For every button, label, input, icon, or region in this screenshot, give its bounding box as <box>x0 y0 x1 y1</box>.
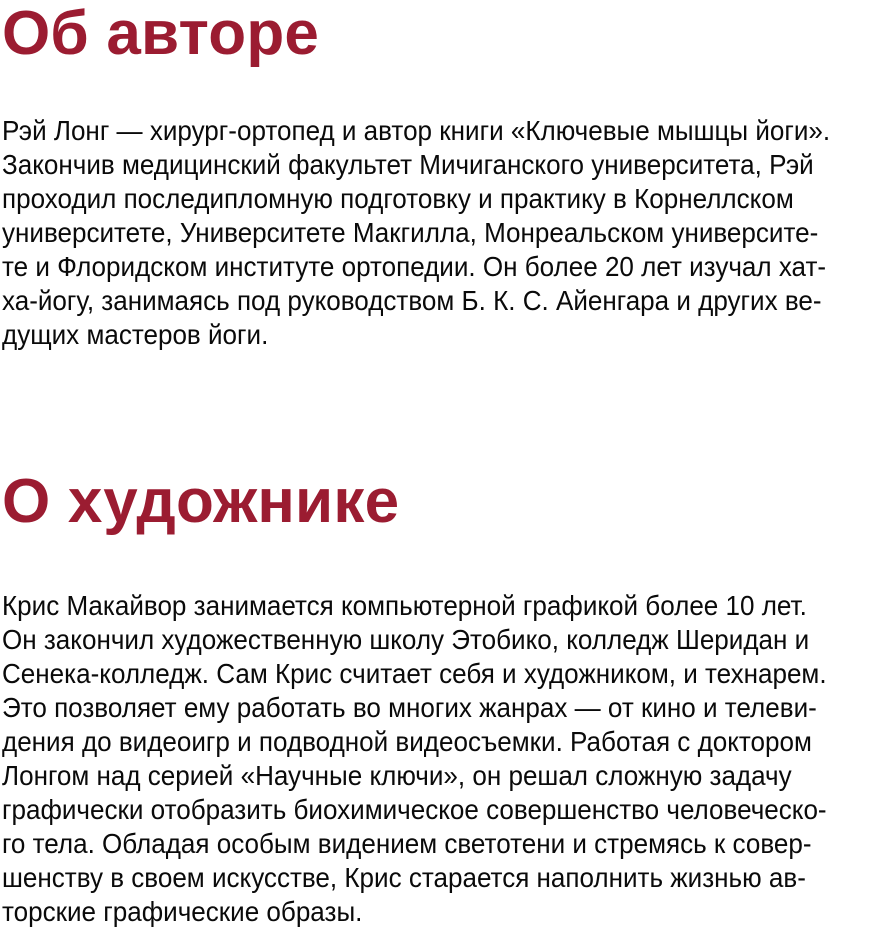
text-line: дущих мастеров йоги. <box>2 319 269 350</box>
about-author-paragraph <box>2 114 831 352</box>
section-about-artist <box>2 467 880 929</box>
text-line: Он закончил художественную школу Этобико, колледж Шеридан и <box>2 624 810 655</box>
text-line: дения до видеоигр и подводной видеосъемки. Работая с доктором <box>2 726 812 757</box>
text-line: го тела. Обладая особым видением светотени и стремясь к совер- <box>2 828 812 859</box>
text-line: проходил последипломную подготовку и практику в Корнеллском <box>2 183 794 214</box>
text-line: Это позволяет ему работать во многих жанрах — от кино и телеви- <box>2 692 817 723</box>
text-line: те и Флоридском институте ортопедии. Он более 20 лет изучал хат- <box>2 251 827 282</box>
text-line: торские графические образы. <box>2 896 363 927</box>
text-line: графически отобразить биохимическое совершенство человеческо- <box>2 794 827 825</box>
text-line: Сенека-колледж. Сам Крис считает себя и художником, и технарем. <box>2 658 827 689</box>
about-author-heading: Об авторе <box>2 0 320 68</box>
about-artist-heading: О художнике <box>2 467 400 536</box>
text-line: ха-йогу, занимаясь под руководством Б. К. С. Айенгара и других ве- <box>2 285 822 316</box>
book-page <box>0 2 880 928</box>
text-line: университете, Университете Макгилла, Монреальском университе- <box>2 217 819 248</box>
section-about-author <box>2 2 880 352</box>
text-line: Закончив медицинский факультет Мичиганского университета, Рэй <box>2 149 814 180</box>
text-line: Крис Макайвор занимается компьютерной графикой более 10 лет. <box>2 590 807 621</box>
text-line: шенству в своем искусстве, Крис старается наполнить жизнью ав- <box>2 862 806 893</box>
about-artist-paragraph <box>2 589 827 929</box>
text-line: Рэй Лонг — хирург-ортопед и автор книги «Ключевые мышцы йоги». <box>2 115 831 146</box>
text-line: Лонгом над серией «Научные ключи», он решал сложную задачу <box>2 760 792 791</box>
